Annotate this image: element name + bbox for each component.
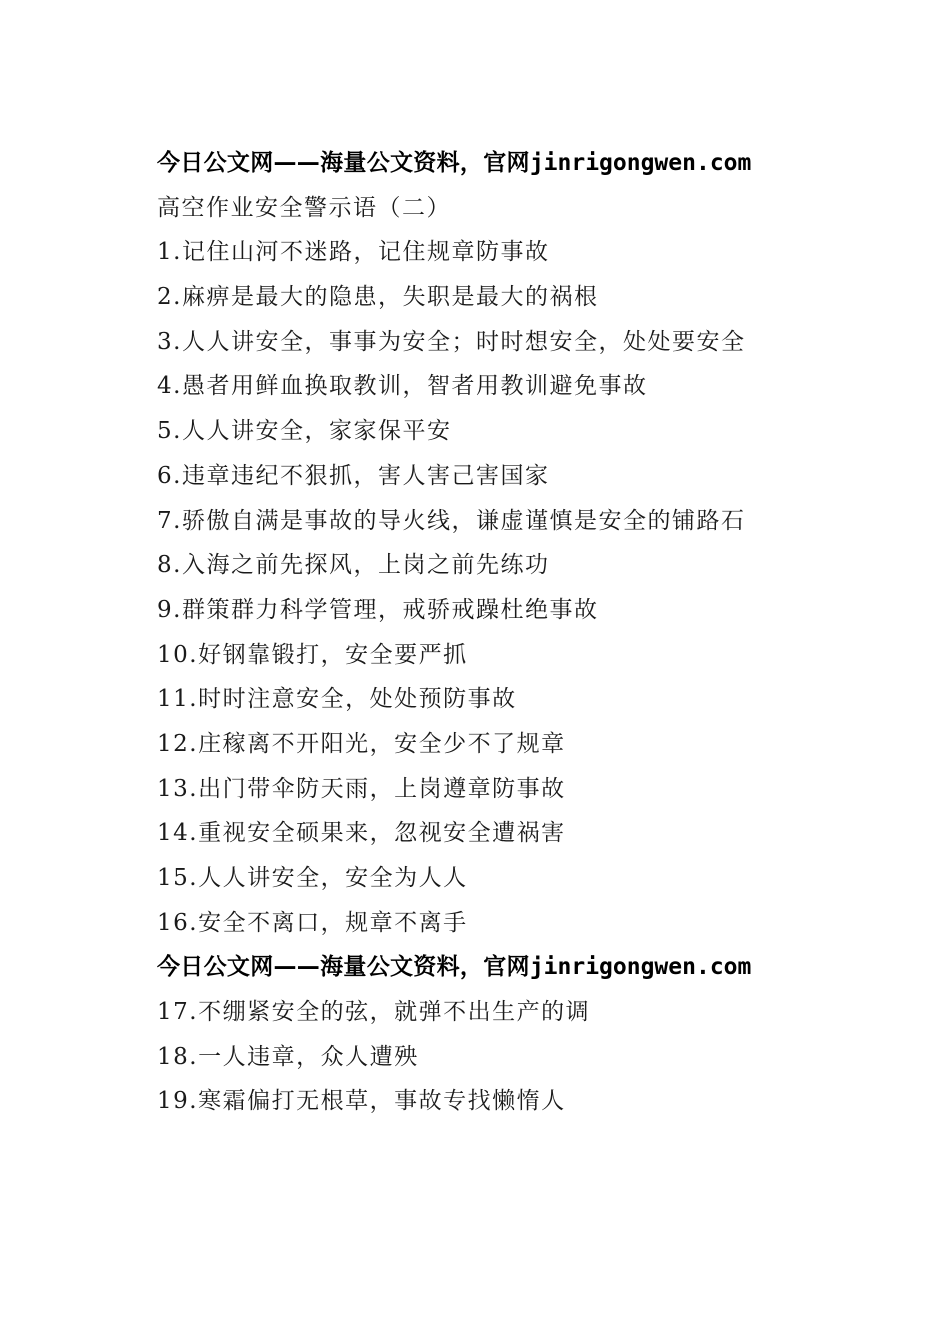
list-item: 5.人人讲安全，家家保平安	[157, 418, 452, 445]
list-item: 7.骄傲自满是事故的导火线，谦虚谨慎是安全的铺路石	[157, 507, 746, 534]
banner-site-text: 今日公文网——海量公文资料，官网	[157, 150, 530, 176]
list-item: 12.庄稼离不开阳光，安全少不了规章	[157, 730, 566, 757]
list-item: 3.人人讲安全，事事为安全；时时想安全，处处要安全	[157, 328, 746, 355]
list-item: 11.时时注意安全，处处预防事故	[157, 686, 517, 713]
list-item: 9.群策群力科学管理，戒骄戒躁杜绝事故	[157, 596, 599, 623]
list-item: 8.入海之前先探风，上岗之前先练功	[157, 552, 550, 579]
banner-url: jinrigongwen.com	[529, 954, 752, 981]
list-item: 4.愚者用鲜血换取教训，智者用教训避免事故	[157, 373, 648, 400]
list-item: 1.记住山河不迷路，记住规章防事故	[157, 239, 550, 266]
list-item: 15.人人讲安全，安全为人人	[157, 865, 468, 892]
banner-url: jinrigongwen.com	[529, 150, 752, 176]
list-item: 6.违章违纪不狠抓，害人害己害国家	[157, 462, 550, 489]
list-item: 17.不绷紧安全的弦，就弹不出生产的调	[157, 999, 591, 1026]
site-banner-middle	[157, 945, 797, 990]
document-body	[157, 141, 797, 1124]
list-item: 18.一人违章，众人遭殃	[157, 1043, 419, 1070]
document-title: 高空作业安全警示语（二）	[157, 194, 451, 221]
list-item: 13.出门带伞防天雨，上岗遵章防事故	[157, 775, 566, 802]
list-item: 10.好钢靠锻打，安全要严抓	[157, 641, 468, 668]
site-banner-top	[157, 141, 797, 186]
list-item: 14.重视安全硕果来，忽视安全遭祸害	[157, 820, 566, 847]
list-item: 16.安全不离口，规章不离手	[157, 909, 468, 936]
banner-site-text: 今日公文网——海量公文资料，官网	[157, 954, 530, 981]
list-item: 19.寒霜偏打无根草，事故专找懒惰人	[157, 1088, 566, 1115]
list-item: 2.麻痹是最大的隐患，失职是最大的祸根	[157, 284, 599, 311]
